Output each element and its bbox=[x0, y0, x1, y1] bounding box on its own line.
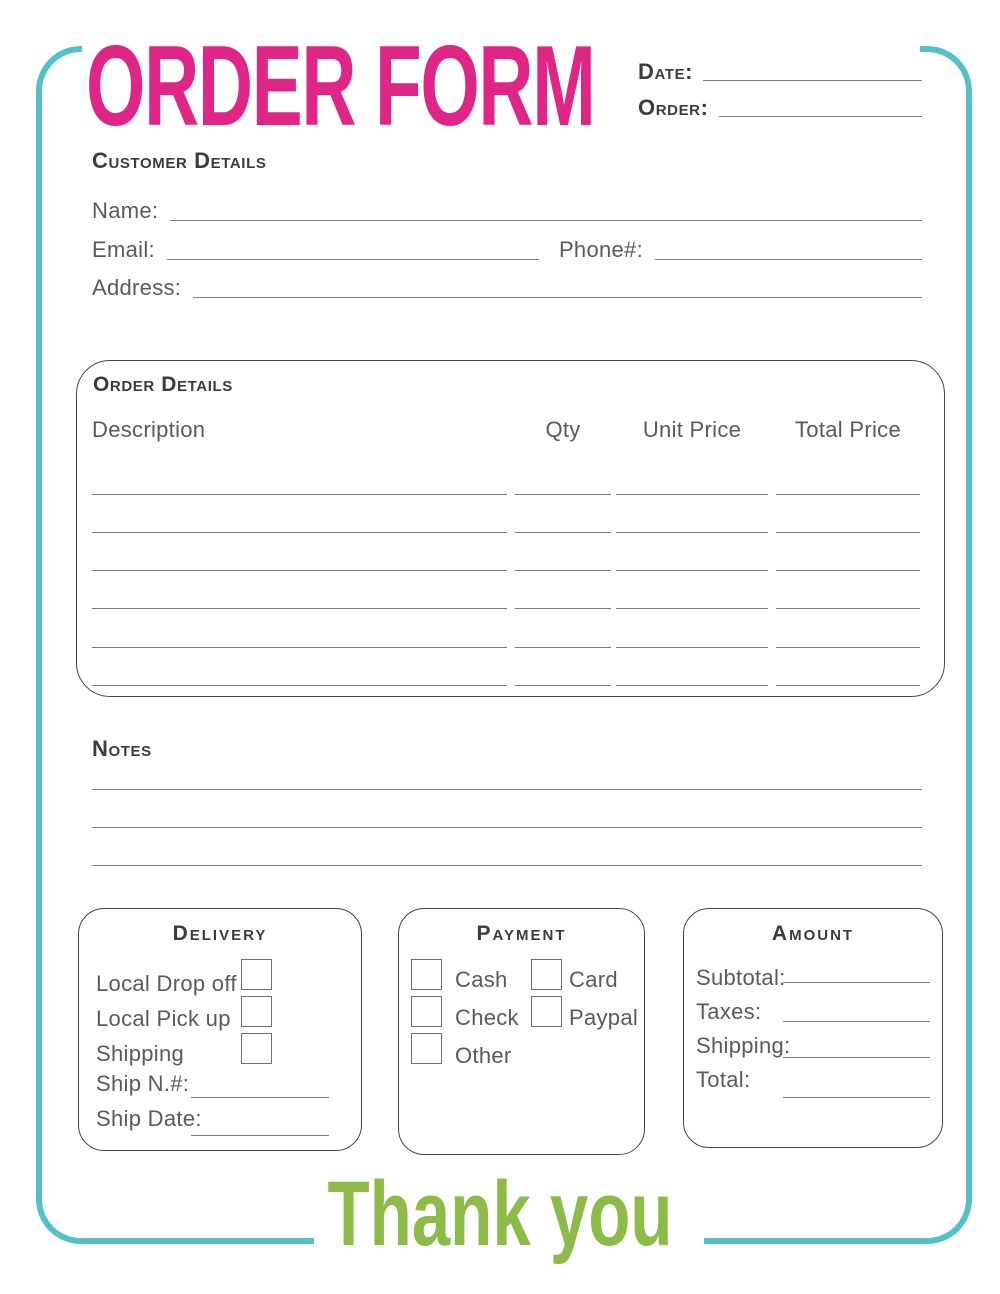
order-number-row bbox=[638, 94, 922, 121]
checkbox-local-pick-up[interactable] bbox=[241, 996, 272, 1027]
row-qty-line[interactable] bbox=[515, 647, 611, 648]
phone-label: Phone#: bbox=[558, 237, 644, 262]
row-description-line[interactable] bbox=[92, 647, 507, 648]
card-label: Card bbox=[569, 967, 618, 992]
checkbox-shipping[interactable] bbox=[241, 1033, 272, 1064]
column-unit-price: Unit Price bbox=[642, 417, 742, 442]
shipping-option-label: Shipping bbox=[96, 1041, 185, 1066]
notes-line[interactable] bbox=[92, 865, 922, 866]
row-qty-line[interactable] bbox=[515, 608, 611, 609]
name-input-line[interactable] bbox=[170, 220, 922, 221]
checkbox-local-drop-off[interactable] bbox=[241, 959, 272, 990]
row-description-line[interactable] bbox=[92, 608, 507, 609]
paypal-label: Paypal bbox=[569, 1005, 639, 1030]
checkbox-cash[interactable] bbox=[411, 959, 442, 990]
amount-heading: Amount bbox=[771, 922, 855, 945]
order-details-heading: Order Details bbox=[93, 373, 233, 396]
email-label: Email: bbox=[92, 237, 155, 262]
row-qty-line[interactable] bbox=[515, 685, 611, 686]
checkbox-card[interactable] bbox=[531, 959, 562, 990]
address-input-line[interactable] bbox=[193, 297, 922, 298]
row-unit-price-line[interactable] bbox=[616, 532, 768, 533]
amount-shipping-label: Shipping: bbox=[696, 1033, 791, 1058]
ship-date-label: Ship Date: bbox=[96, 1106, 202, 1131]
row-unit-price-line[interactable] bbox=[616, 647, 768, 648]
thank-you-text bbox=[0, 1163, 1000, 1265]
date-row bbox=[638, 58, 922, 85]
check-label: Check bbox=[455, 1005, 519, 1030]
checkbox-paypal[interactable] bbox=[531, 996, 562, 1027]
local-pick-up-label: Local Pick up bbox=[96, 1006, 231, 1031]
payment-heading: Payment bbox=[476, 922, 567, 945]
ship-number-input-line[interactable] bbox=[191, 1097, 329, 1098]
ship-number-label: Ship N.#: bbox=[96, 1071, 190, 1096]
amount-box bbox=[683, 908, 943, 1148]
row-total-price-line[interactable] bbox=[776, 494, 920, 495]
payment-box bbox=[398, 908, 645, 1155]
subtotal-input-line[interactable] bbox=[783, 982, 930, 983]
row-total-price-line[interactable] bbox=[776, 532, 920, 533]
phone-input-line[interactable] bbox=[655, 259, 922, 260]
order-number-input-line[interactable] bbox=[719, 116, 922, 117]
row-unit-price-line[interactable] bbox=[616, 494, 768, 495]
checkbox-check[interactable] bbox=[411, 996, 442, 1027]
customer-details-heading: Customer Details bbox=[92, 148, 267, 173]
date-input-line[interactable] bbox=[703, 80, 922, 81]
email-input-line[interactable] bbox=[167, 259, 539, 260]
other-label: Other bbox=[455, 1043, 512, 1068]
subtotal-label: Subtotal: bbox=[696, 965, 786, 990]
notes-heading: Notes bbox=[92, 736, 152, 761]
row-qty-line[interactable] bbox=[515, 570, 611, 571]
row-description-line[interactable] bbox=[92, 570, 507, 571]
name-label: Name: bbox=[92, 198, 159, 223]
column-total-price: Total Price bbox=[794, 417, 901, 442]
ship-date-input-line[interactable] bbox=[191, 1135, 329, 1136]
date-label: Date: bbox=[638, 59, 694, 84]
address-row bbox=[92, 274, 922, 301]
thank-you-label: Thank you bbox=[327, 1163, 673, 1265]
row-description-line[interactable] bbox=[92, 494, 507, 495]
row-description-line[interactable] bbox=[92, 685, 507, 686]
row-total-price-line[interactable] bbox=[776, 647, 920, 648]
notes-line[interactable] bbox=[92, 827, 922, 828]
row-description-line[interactable] bbox=[92, 532, 507, 533]
notes-line[interactable] bbox=[92, 789, 922, 790]
taxes-label: Taxes: bbox=[696, 999, 762, 1024]
column-description: Description bbox=[92, 417, 206, 442]
row-qty-line[interactable] bbox=[515, 494, 611, 495]
row-unit-price-line[interactable] bbox=[616, 608, 768, 609]
row-total-price-line[interactable] bbox=[776, 608, 920, 609]
cash-label: Cash bbox=[455, 967, 508, 992]
row-total-price-line[interactable] bbox=[776, 685, 920, 686]
checkbox-other[interactable] bbox=[411, 1033, 442, 1064]
column-qty: Qty bbox=[545, 417, 581, 442]
delivery-heading: Delivery bbox=[172, 922, 268, 945]
delivery-box bbox=[78, 908, 362, 1151]
email-phone-row bbox=[92, 236, 922, 263]
row-qty-line[interactable] bbox=[515, 532, 611, 533]
order-number-label: Order: bbox=[638, 95, 709, 120]
address-label: Address: bbox=[92, 275, 182, 300]
name-row bbox=[92, 197, 922, 224]
page-title: ORDER FORM bbox=[86, 23, 595, 150]
local-drop-off-label: Local Drop off bbox=[96, 971, 237, 996]
total-label: Total: bbox=[696, 1067, 751, 1092]
row-unit-price-line[interactable] bbox=[616, 685, 768, 686]
amount-shipping-input-line[interactable] bbox=[783, 1057, 930, 1058]
row-total-price-line[interactable] bbox=[776, 570, 920, 571]
taxes-input-line[interactable] bbox=[783, 1021, 930, 1022]
total-input-line[interactable] bbox=[783, 1097, 930, 1098]
row-unit-price-line[interactable] bbox=[616, 570, 768, 571]
